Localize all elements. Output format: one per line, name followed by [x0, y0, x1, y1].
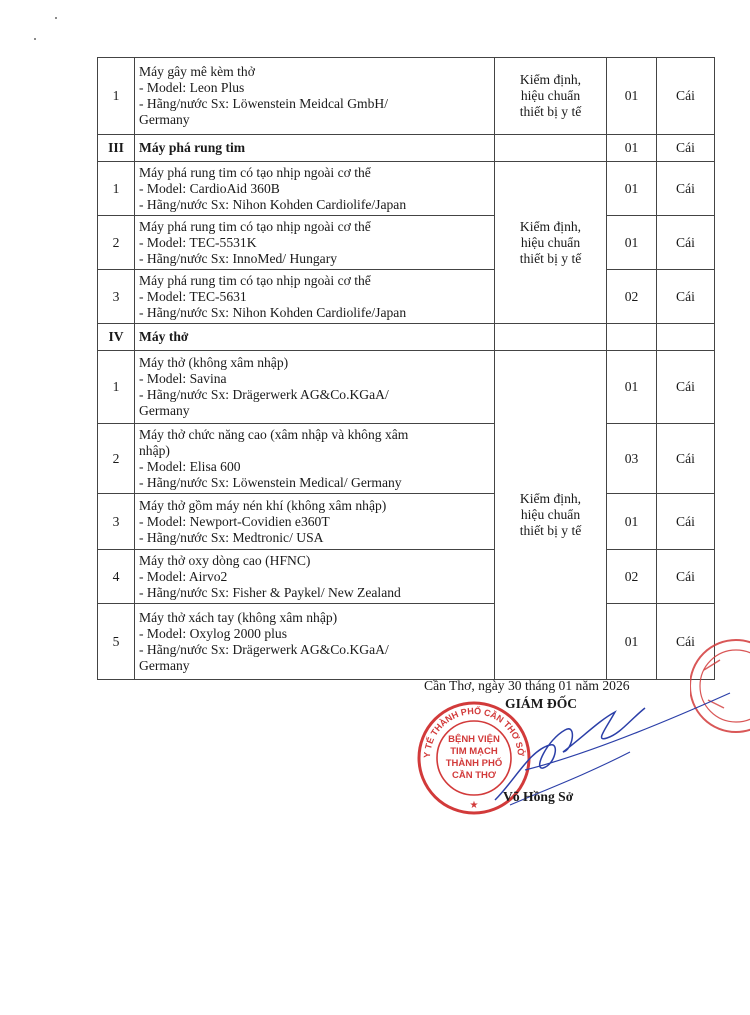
unit: Cái — [657, 604, 715, 680]
svg-text:★: ★ — [469, 800, 479, 811]
service-line: hiệu chuẩn — [520, 88, 581, 103]
desc-line: nhập) — [139, 442, 170, 458]
service-cell — [495, 135, 607, 162]
quantity: 01 — [607, 162, 657, 216]
desc-line: - Hãng/nước Sx: Löwenstein Meidcal GmbH/ — [139, 96, 389, 111]
service-line: thiết bị y tế — [519, 104, 582, 119]
desc-line: - Hãng/nước Sx: Drägerwerk AG&Co.KGaA/ — [139, 387, 389, 402]
desc-line: - Hãng/nước Sx: Drägerwerk AG&Co.KGaA/ — [139, 641, 389, 657]
unit: Cái — [657, 550, 715, 604]
desc-line: - Hãng/nước Sx: Nihon Kohden Cardiolife/Japan — [139, 196, 407, 212]
desc-line: Máy thở xách tay (không xâm nhập) — [139, 609, 338, 625]
quantity: 01 — [607, 135, 657, 162]
quantity: 01 — [607, 216, 657, 270]
service-line: thiết bị y tế — [519, 250, 582, 266]
row-number: 2 — [98, 424, 135, 494]
quantity: 01 — [607, 494, 657, 550]
table-row — [98, 550, 715, 604]
equipment-description — [135, 604, 495, 680]
desc-line: - Hãng/nước Sx: InnoMed/ Hungary — [139, 250, 338, 266]
desc-line: Germany — [139, 403, 190, 418]
desc-line: - Hãng/nước Sx: Fisher & Paykel/ New Zealand — [139, 584, 401, 600]
stamp-line: CẦN THƠ — [452, 770, 496, 781]
quantity: 01 — [607, 351, 657, 424]
desc-line: - Model: Newport-Covidien e360T — [139, 513, 330, 529]
table-row — [98, 58, 715, 135]
equipment-description — [135, 494, 495, 550]
desc-line: - Model: TEC-5531K — [139, 234, 257, 250]
row-number: 1 — [98, 58, 135, 135]
desc-line: - Model: Leon Plus — [139, 80, 245, 95]
unit: Cái — [657, 351, 715, 424]
desc-line: - Model: Airvo2 — [139, 568, 228, 584]
row-number: 5 — [98, 604, 135, 680]
desc-line: - Model: Elisa 600 — [139, 458, 241, 474]
equipment-table — [97, 57, 715, 680]
section-row — [98, 135, 715, 162]
table-row — [98, 162, 715, 216]
equipment-description — [135, 550, 495, 604]
table-row — [98, 494, 715, 550]
scan-speck — [34, 38, 36, 40]
service-cell — [495, 324, 607, 351]
unit: Cái — [657, 58, 715, 135]
section-row — [98, 324, 715, 351]
handwritten-signature — [455, 690, 735, 820]
service-cell — [495, 162, 607, 324]
equipment-description — [135, 162, 495, 216]
desc-line: - Hãng/nước Sx: Nihon Kohden Cardiolife/Japan — [139, 304, 407, 320]
section-number: III — [98, 135, 135, 162]
service-line: Kiểm định, — [519, 72, 582, 87]
unit: Cái — [657, 162, 715, 216]
quantity: 01 — [607, 604, 657, 680]
quantity: 02 — [607, 550, 657, 604]
service-line: Kiểm định, — [519, 218, 582, 234]
service-line: thiết bị y tế — [519, 523, 582, 538]
section-title: Máy phá rung tim — [135, 135, 495, 162]
row-number: 1 — [98, 162, 135, 216]
unit: Cái — [657, 494, 715, 550]
equipment-description — [135, 351, 495, 424]
table-row — [98, 216, 715, 270]
section-title: Máy thở — [135, 324, 495, 351]
desc-line: - Hãng/nước Sx: Medtronic/ USA — [139, 529, 324, 545]
stamp-line: TIM MẠCH — [450, 746, 498, 757]
service-cell — [495, 351, 607, 680]
row-number: 2 — [98, 216, 135, 270]
row-number: 1 — [98, 351, 135, 424]
service-line: Kiểm định, — [519, 491, 582, 506]
service-line: hiệu chuẩn — [520, 234, 581, 250]
table-row — [98, 424, 715, 494]
desc-line: - Hãng/nước Sx: Löwenstein Medical/ Germany — [139, 474, 402, 490]
unit: Cái — [657, 270, 715, 324]
desc-line: Germany — [139, 112, 190, 127]
desc-line: Máy phá rung tim có tạo nhịp ngoài cơ thể — [139, 164, 371, 180]
signer-name: Võ Hồng Sở — [503, 789, 574, 804]
section-number: IV — [98, 324, 135, 351]
unit — [657, 324, 715, 351]
unit: Cái — [657, 216, 715, 270]
signer-title: GIÁM ĐỐC — [505, 696, 578, 711]
place-date: Cần Thơ, ngày 30 tháng 01 năm 2026 — [424, 678, 630, 693]
table-row — [98, 351, 715, 424]
quantity: 03 — [607, 424, 657, 494]
equipment-description — [135, 424, 495, 494]
service-cell — [495, 58, 607, 135]
desc-line: - Model: TEC-5631 — [139, 288, 247, 304]
desc-line: Máy gây mê kèm thở — [139, 64, 255, 79]
equipment-description — [135, 270, 495, 324]
scan-speck — [55, 17, 57, 19]
quantity: 01 — [607, 58, 657, 135]
stamp-line: THÀNH PHỐ — [445, 758, 503, 769]
desc-line: Máy thở chức năng cao (xâm nhập và không xâm — [139, 426, 409, 442]
stamp-ring-text: Y TẾ THÀNH PHỐ CẦN THƠ SỞ — [421, 705, 527, 759]
desc-line: Máy phá rung tim có tạo nhịp ngoài cơ thể — [139, 272, 371, 288]
equipment-description — [135, 58, 495, 135]
stamp-line: BỆNH VIỆN — [448, 734, 500, 745]
table-row — [98, 604, 715, 680]
equipment-description — [135, 216, 495, 270]
table-row — [98, 270, 715, 324]
desc-line: Germany — [139, 657, 190, 673]
quantity — [607, 324, 657, 351]
desc-line: Máy thở (không xâm nhập) — [139, 355, 289, 370]
desc-line: Máy thở oxy dòng cao (HFNC) — [139, 552, 311, 568]
unit: Cái — [657, 424, 715, 494]
row-number: 3 — [98, 494, 135, 550]
service-line: hiệu chuẩn — [520, 507, 581, 522]
desc-line: - Model: Oxylog 2000 plus — [139, 625, 288, 641]
desc-line: Máy phá rung tim có tạo nhịp ngoài cơ thể — [139, 218, 371, 234]
desc-line: Máy thở gồm máy nén khí (không xâm nhập) — [139, 497, 387, 513]
quantity: 02 — [607, 270, 657, 324]
desc-line: - Model: Savina — [139, 371, 227, 386]
row-number: 3 — [98, 270, 135, 324]
desc-line: - Model: CardioAid 360B — [139, 180, 280, 196]
unit: Cái — [657, 135, 715, 162]
row-number: 4 — [98, 550, 135, 604]
